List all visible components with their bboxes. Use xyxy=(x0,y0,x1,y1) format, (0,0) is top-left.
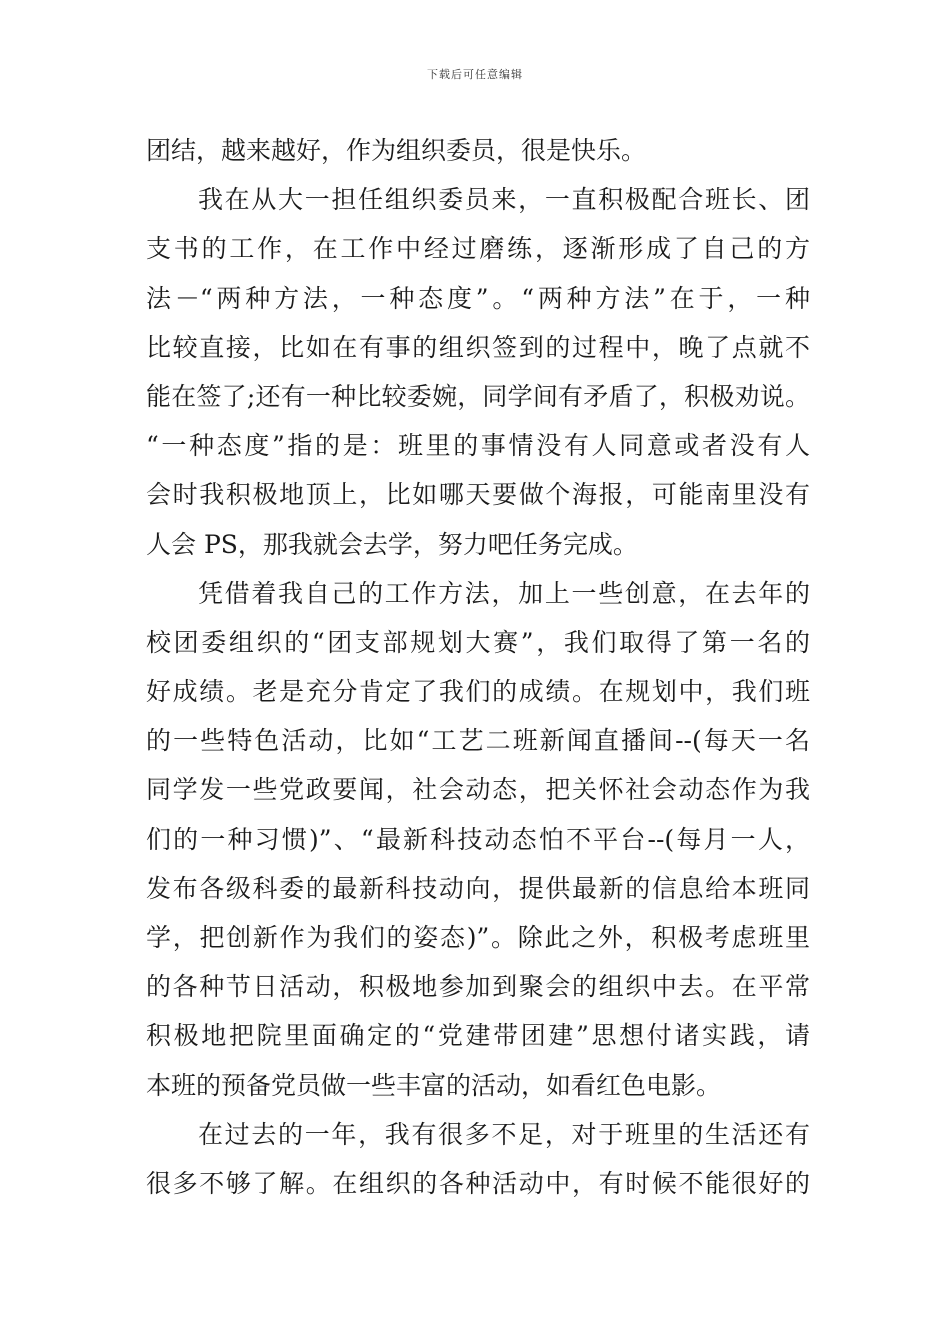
text-line: 好成绩。老是充分肯定了我们的成绩。在规划中，我们班 xyxy=(146,677,810,707)
text-line: 学，把创新作为我们的姿态)”。除此之外，积极考虑班里 xyxy=(146,923,810,952)
text-line: 本班的预备党员做一些丰富的活动，如看红色电影。 xyxy=(146,1070,722,1100)
text-line: 支书的工作，在工作中经过磨练，逐渐形成了自己的方 xyxy=(146,234,810,264)
text-line: 团结，越来越好，作为组织委员，很是快乐。 xyxy=(146,136,647,165)
paragraph-start-line: 凭借着我自己的工作方法，加上一些创意，在去年的 xyxy=(198,578,810,608)
text-line: 积极地把院里面确定的“党建带团建”思想付诸实践，请 xyxy=(146,1021,810,1051)
text-line: 人会 PS，那我就会去学，努力吧任务完成。 xyxy=(146,529,638,559)
text-line: 们的一种习惯)”、“最新科技动态怕不平台--(每月一人， xyxy=(146,824,810,854)
text-line: 会时我积极地顶上，比如哪天要做个海报，可能南里没有 xyxy=(146,480,810,510)
text-line: 比较直接，比如在有事的组织签到的过程中，晚了点就不 xyxy=(146,332,810,362)
text-line: 的一些特色活动，比如“工艺二班新闻直播间--(每天一名 xyxy=(146,726,810,756)
document-body xyxy=(146,126,810,1208)
text-line: 校团委组织的“团支部规划大赛”，我们取得了第一名的 xyxy=(146,627,810,657)
text-line: 的各种节日活动，积极地参加到聚会的组织中去。在平常 xyxy=(146,972,810,1002)
text-line: 能在签了;还有一种比较委婉，同学间有矛盾了，积极劝说。 xyxy=(146,381,810,411)
text-line: “一种态度”指的是：班里的事情没有人同意或者没有人 xyxy=(146,431,810,461)
page-header: 下载后可任意编辑 xyxy=(427,68,523,81)
paragraph-start-line: 在过去的一年，我有很多不足，对于班里的生活还有 xyxy=(198,1119,810,1149)
paragraph-start-line: 我在从大一担任组织委员来，一直积极配合班长、团 xyxy=(198,185,810,215)
text-line: 很多不够了解。在组织的各种活动中，有时候不能很好的 xyxy=(146,1168,810,1198)
text-line: 法－“两种方法，一种态度”。“两种方法”在于，一种 xyxy=(146,283,810,313)
text-line: 发布各级科委的最新科技动向，提供最新的信息给本班同 xyxy=(146,873,810,903)
text-line: 同学发一些党政要闻，社会动态，把关怀社会动态作为我 xyxy=(146,775,810,805)
